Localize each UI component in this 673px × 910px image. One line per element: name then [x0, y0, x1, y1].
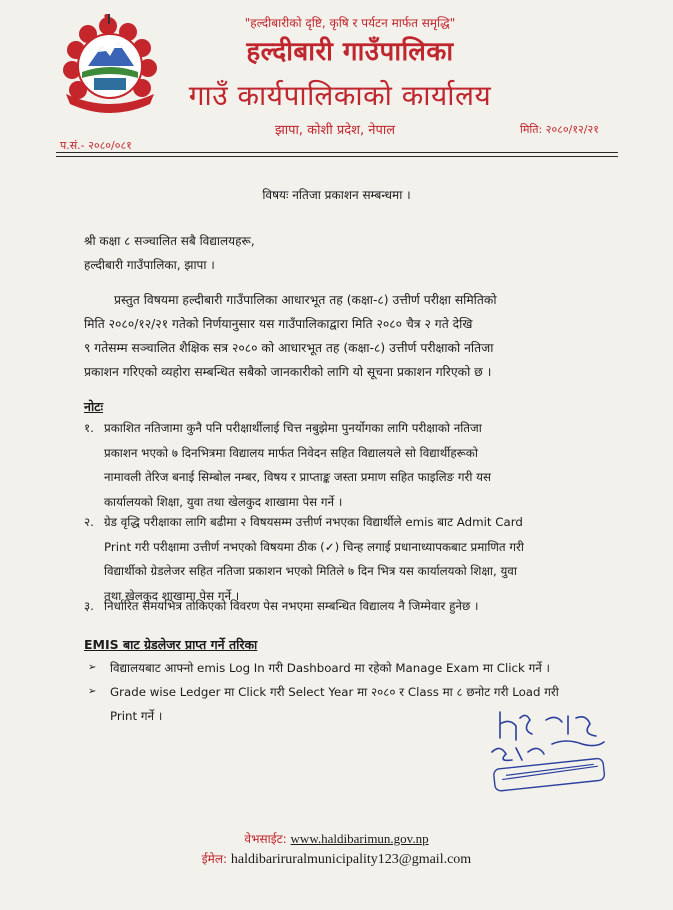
recipient-line-2: हल्दीबारी गाउँपालिका, झापा ।: [84, 258, 215, 272]
recipient-line-1: श्री कक्षा ८ सञ्चालित सबै विद्यालयहरू,: [84, 234, 255, 248]
signature-stamp-icon: [486, 704, 616, 794]
note-line: तथा खेलकुद शाखामा पेस गर्ने ।: [104, 588, 240, 603]
note-item-3: [84, 594, 594, 620]
note-line: प्रकाशित नतिजामा कुनै पनि परीक्षार्थीलाई चित्त नबुझेमा पुनर्योगका लागि परीक्षाको नतिजा: [104, 421, 482, 435]
office-name: गाउँ कार्यपालिकाको कार्यालय: [188, 79, 492, 112]
body-paragraph: [84, 288, 592, 384]
municipality-emblem-icon: [58, 14, 162, 122]
note-number: १.: [84, 421, 94, 435]
note-line: निर्धारित समयभित्र तोकिएको विवरण पेस नभएमा सम्बन्धित विद्यालय नै जिम्मेवार हुनेछ ।: [104, 599, 479, 613]
website-link[interactable]: www.haldibarimun.gov.np: [290, 831, 429, 846]
body-line: मिति २०८०/१२/२१ गतेको निर्णयानुसार यस गाउँपालिकाद्वारा मिति २०८० चैत्र २ गते देखि: [84, 317, 473, 331]
note-line: ग्रेड वृद्धि परीक्षाका लागि बढीमा २ विषयसम्म उत्तीर्ण नभएका विद्यार्थीले emis बाट Admit Card: [104, 515, 523, 529]
website-label: वेभसाईट:: [244, 832, 287, 846]
note-line: प्रकाशन भएको ७ दिनभित्रमा विद्यालय मार्फत निवेदन सहित विद्यालयले सो विद्यार्थीहरूको: [104, 445, 478, 460]
letterhead-divider: [56, 152, 618, 153]
emis-step-line: विद्यालयबाट आफ्नो emis Log In गरी Dashboard मा रहेको Manage Exam मा Click गर्ने ।: [110, 661, 550, 675]
body-line: प्रकाशन गरिएको व्यहोरा सम्बन्धित सबैको जानकारीको लागि यो सूचना प्रकाशन गरिएको छ ।: [84, 365, 492, 379]
subject-line: विषयः नतिजा प्रकाशन सम्बन्धमा ।: [262, 188, 411, 202]
email-label: ईमेल:: [201, 852, 228, 866]
note-line: नामावली तेरिज बनाई सिम्बोल नम्बर, विषय र प्राप्ताङ्क जस्ता प्रमाण सहित फाइलिङ गरी यस: [104, 470, 492, 484]
note-line: Print गरी परीक्षामा उत्तीर्ण नभएको विषयमा ठीक (✓) चिन्ह लगाई प्रधानाध्यापकबाट प्रमाणित गरी: [104, 539, 524, 554]
note-item-1: [84, 416, 594, 516]
body-line: प्रस्तुत विषयमा हल्दीबारी गाउँपालिका आधारभूत तह (कक्षा-८) उत्तीर्ण परीक्षा समितिको: [114, 293, 497, 307]
municipality-name: हल्दीबारी गाउँपालिका: [246, 37, 454, 67]
body-line: ९ गतेसम्म सञ्चालित शैक्षिक सत्र २०८० को आधारभूत तह (कक्षा-८) उत्तीर्ण परीक्षाको नतिजा: [84, 341, 494, 355]
notes-heading: नोटः: [84, 399, 104, 414]
office-address: झापा, कोशी प्रदेश, नेपाल: [274, 123, 396, 138]
note-line: विद्यार्थीको ग्रेडलेजर सहित नतिजा प्रकाशन भएको मितिले ७ दिन भित्र यस कार्यालयको शिक्षा, युवा: [104, 564, 517, 578]
emis-step-line: Print गर्ने ।: [110, 709, 163, 723]
footer-website: [0, 830, 673, 847]
emis-heading: EMIS बाट ग्रेडलेजर प्राप्त गर्ने तरिका: [84, 637, 258, 652]
reference-number: प.सं.- २०८०/०८१: [60, 139, 132, 152]
email-link[interactable]: haldibariruralmunicipality123@gmail.com: [230, 852, 472, 867]
arrow-bullet-icon: ➢: [88, 662, 97, 673]
emis-step-line: Grade wise Ledger मा Click गरी Select Year मा २०८० र Class मा ८ छनोट गरी Load गरी: [110, 685, 559, 699]
letter-date: मिति: २०८०/१२/२१: [520, 123, 599, 136]
footer-email: [0, 850, 673, 868]
note-line: कार्यालयको शिक्षा, युवा तथा खेलकुद शाखामा पेस गर्ने ।: [104, 494, 343, 509]
arrow-bullet-icon: ➢: [88, 686, 97, 697]
letterhead-motto: "हल्दीबारीको दृष्टि, कृषि र पर्यटन मार्फत समृद्धि": [244, 16, 456, 30]
emis-step-1: [88, 656, 588, 680]
letterhead-divider-thin: [56, 156, 618, 157]
note-number: २.: [84, 515, 94, 529]
note-number: ३.: [84, 599, 94, 613]
